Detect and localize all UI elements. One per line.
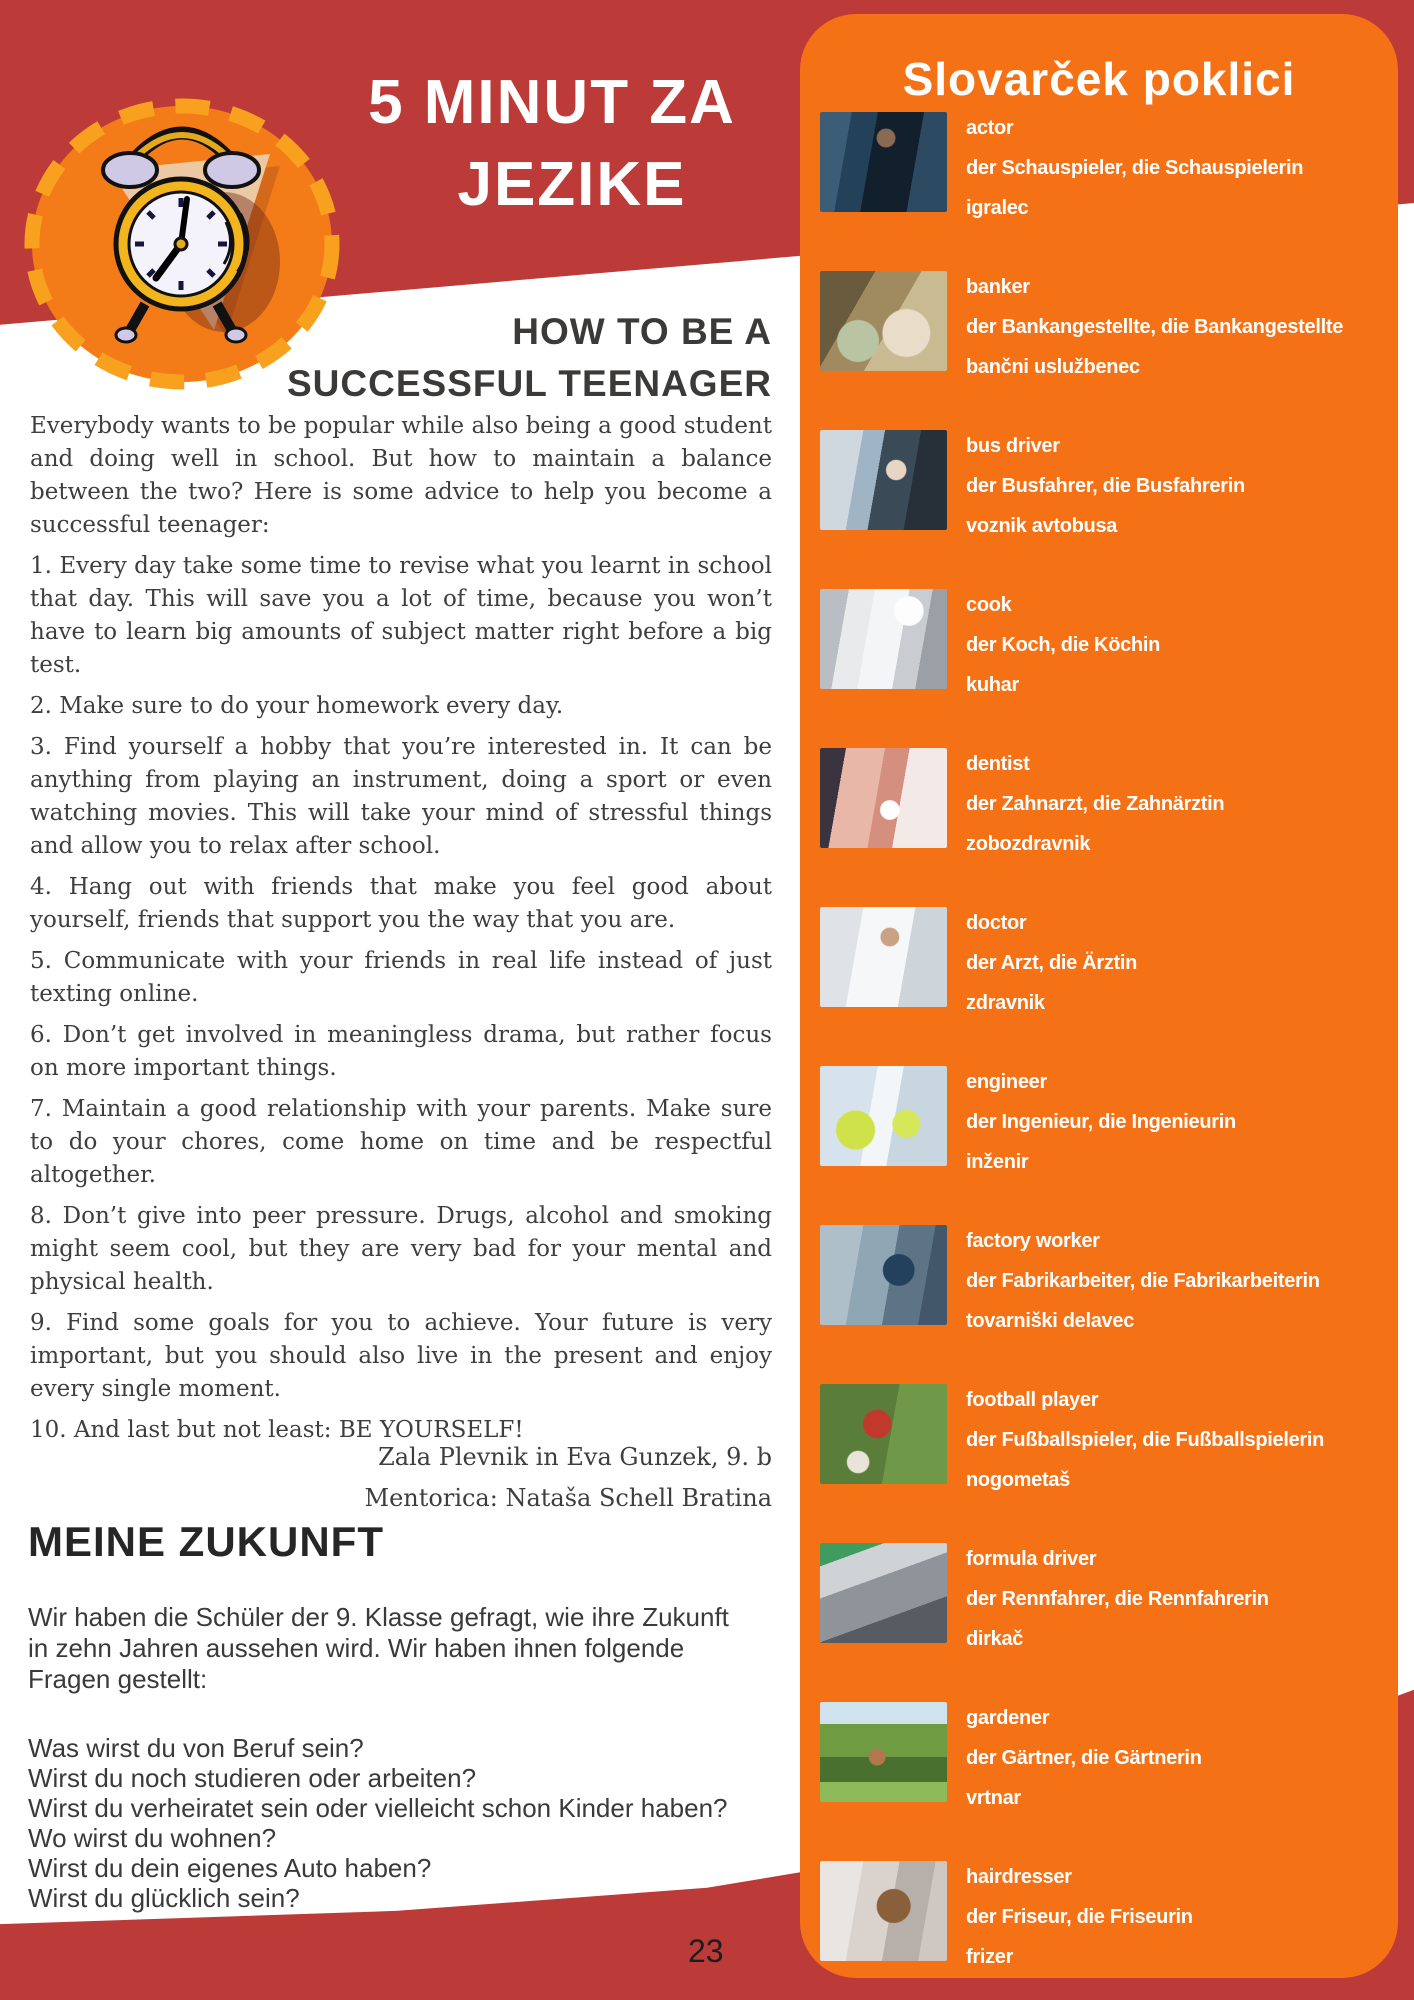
glossary-term-de: der Koch, die Köchin xyxy=(966,634,1161,656)
glossary-term-en: gardener xyxy=(966,1707,1050,1729)
banker-photo xyxy=(820,271,947,371)
glossary-term-en: bus driver xyxy=(966,435,1060,457)
zukunft-intro: Wir haben die Schüler der 9. Klasse gefragt, wie ihre Zukunft in zehn Jahren aussehen wird. Wir haben ihnen folgende Fragen gestellt: xyxy=(28,1602,729,1694)
glossary-term-de: der Ingenieur, die Ingenieurin xyxy=(966,1111,1236,1133)
zukunft-question: Wirst du glücklich sein? xyxy=(28,1883,300,1913)
formula-driver-photo xyxy=(820,1543,947,1643)
glossary-entry-cook xyxy=(800,585,1398,725)
glossary-term-sl: zdravnik xyxy=(966,992,1045,1014)
glossary-title: Slovarček poklici xyxy=(902,53,1296,105)
article-mentor: Mentorica: Nataša Schell Bratina xyxy=(364,1484,772,1512)
factory-worker-photo xyxy=(820,1225,947,1325)
article-item: 3. Find yourself a hobby that you’re interested in. It can be anything from playing an instrument, doing a sport or even watching movies. This will take your mind of stressful things and allow you to relax after school. xyxy=(30,734,772,859)
engineer-photo xyxy=(820,1066,947,1166)
article-intro: Everybody wants to be popular while also being a good student and doing well in school. But how to maintain a balance between the two? Here is some advice to help you become a successful teenager: xyxy=(30,413,772,538)
article-item: 6. Don’t get involved in meaningless drama, but rather focus on more important things. xyxy=(30,1022,772,1081)
glossary-entry-bus-driver xyxy=(800,426,1398,566)
glossary-term-de: der Busfahrer, die Busfahrerin xyxy=(966,475,1245,497)
glossary-term-en: hairdresser xyxy=(966,1866,1072,1888)
glossary-term-sl: igralec xyxy=(966,197,1029,219)
masthead-title xyxy=(302,62,802,226)
glossary-term-sl: frizer xyxy=(966,1946,1014,1968)
zukunft-question: Was wirst du von Beruf sein? xyxy=(28,1733,364,1763)
glossary-entry-factory-worker xyxy=(800,1221,1398,1361)
glossary-term-en: formula driver xyxy=(966,1548,1097,1570)
glossary-term-de: der Fußballspieler, die Fußballspielerin xyxy=(966,1429,1325,1451)
glossary-term-sl: tovarniški delavec xyxy=(966,1310,1135,1332)
alarm-clock-icon xyxy=(12,92,352,398)
glossary-term-de: der Friseur, die Friseurin xyxy=(966,1906,1193,1928)
bus-driver-photo xyxy=(820,430,947,530)
article-item: 9. Find some goals for you to achieve. Your future is very important, but you should also live in the present and enjoy every single moment. xyxy=(30,1310,772,1402)
zukunft-question: Wirst du noch studieren oder arbeiten? xyxy=(28,1763,477,1793)
glossary-term-en: cook xyxy=(966,594,1012,616)
article-body xyxy=(30,410,772,1455)
glossary-entry-engineer xyxy=(800,1062,1398,1202)
article-title-line1: HOW TO BE A xyxy=(512,311,772,352)
glossary-term-sl: nogometaš xyxy=(966,1469,1070,1491)
glossary-term-en: football player xyxy=(966,1389,1099,1411)
page-number: 23 xyxy=(688,1933,724,1969)
glossary-term-sl: kuhar xyxy=(966,674,1019,696)
masthead-title-line2: JEZIKE xyxy=(457,150,687,219)
article-item: 5. Communicate with your friends in real life instead of just texting online. xyxy=(30,948,772,1007)
glossary-term-en: banker xyxy=(966,276,1030,298)
alarm-clock-medallion xyxy=(12,92,352,398)
glossary-term-en: doctor xyxy=(966,912,1027,934)
glossary-term-en: engineer xyxy=(966,1071,1047,1093)
glossary-term-sl: dirkač xyxy=(966,1628,1024,1650)
glossary-entry-dentist xyxy=(800,744,1398,884)
glossary-entry-hairdresser xyxy=(800,1857,1398,1997)
glossary-term-de: der Rennfahrer, die Rennfahrerin xyxy=(966,1588,1269,1610)
football-player-photo xyxy=(820,1384,947,1484)
glossary-term-de: der Gärtner, die Gärtnerin xyxy=(966,1747,1202,1769)
glossary-term-sl: voznik avtobusa xyxy=(966,515,1118,537)
glossary-entry-doctor xyxy=(800,903,1398,1043)
glossary-term-en: actor xyxy=(966,117,1014,139)
zukunft-title: MEINE ZUKUNFT xyxy=(28,1518,384,1565)
glossary-term-sl: vrtnar xyxy=(966,1787,1021,1809)
glossary-panel xyxy=(800,14,1398,1978)
cook-photo xyxy=(820,589,947,689)
glossary-entry-football-player xyxy=(800,1380,1398,1520)
gardener-photo xyxy=(820,1702,947,1802)
article-title-line2: SUCCESSFUL TEENAGER xyxy=(287,363,772,404)
glossary-term-de: der Schauspieler, die Schauspielerin xyxy=(966,157,1304,179)
zukunft-question: Wo wirst du wohnen? xyxy=(28,1823,277,1853)
article-item: 8. Don’t give into peer pressure. Drugs, alcohol and smoking might seem cool, but they are very bad for your mental and physical health. xyxy=(30,1203,772,1295)
zukunft-question: Wirst du verheiratet sein oder vielleicht schon Kinder haben? xyxy=(28,1793,728,1823)
glossary-entry-gardener xyxy=(800,1698,1398,1838)
glossary-term-en: factory worker xyxy=(966,1230,1100,1252)
article-item: 7. Maintain a good relationship with your parents. Make sure to do your chores, come home on time and be respectful altogether. xyxy=(30,1096,772,1188)
glossary-term-en: dentist xyxy=(966,753,1030,775)
glossary-term-de: der Arzt, die Ärztin xyxy=(966,952,1138,974)
article-credits xyxy=(30,1437,772,1519)
glossary-term-sl: zobozdravnik xyxy=(966,833,1091,855)
dentist-photo xyxy=(820,748,947,848)
glossary-term-de: der Bankangestellte, die Bankangestellte xyxy=(966,316,1344,338)
glossary-term-sl: bančni uslužbenec xyxy=(966,356,1140,378)
doctor-photo xyxy=(820,907,947,1007)
glossary-entry-actor xyxy=(800,108,1398,248)
article-item: 2. Make sure to do your homework every day. xyxy=(30,693,564,719)
article-title xyxy=(280,306,772,410)
article-item: 4. Hang out with friends that make you feel good about yourself, friends that support you the way that you are. xyxy=(30,874,772,933)
masthead-title-line1: 5 MINUT ZA xyxy=(368,68,736,137)
actor-photo xyxy=(820,112,947,212)
glossary-term-de: der Zahnarzt, die Zahnärztin xyxy=(966,793,1225,815)
glossary-entry-formula-driver xyxy=(800,1539,1398,1679)
article-item: 10. And last but not least: BE YOURSELF! xyxy=(30,1417,524,1443)
zukunft-question: Wirst du dein eigenes Auto haben? xyxy=(28,1853,432,1883)
article-authors: Zala Plevnik in Eva Gunzek, 9. b xyxy=(378,1443,772,1471)
glossary-term-de: der Fabrikarbeiter, die Fabrikarbeiterin xyxy=(966,1270,1320,1292)
article-item: 1. Every day take some time to revise what you learnt in school that day. This will save you a lot of time, because you won’t have to learn big amounts of subject matter right before a big test. xyxy=(30,553,772,678)
glossary-entry-banker xyxy=(800,267,1398,407)
zukunft-questions xyxy=(28,1733,748,1913)
glossary-term-sl: inženir xyxy=(966,1151,1029,1173)
hairdresser-photo xyxy=(820,1861,947,1961)
